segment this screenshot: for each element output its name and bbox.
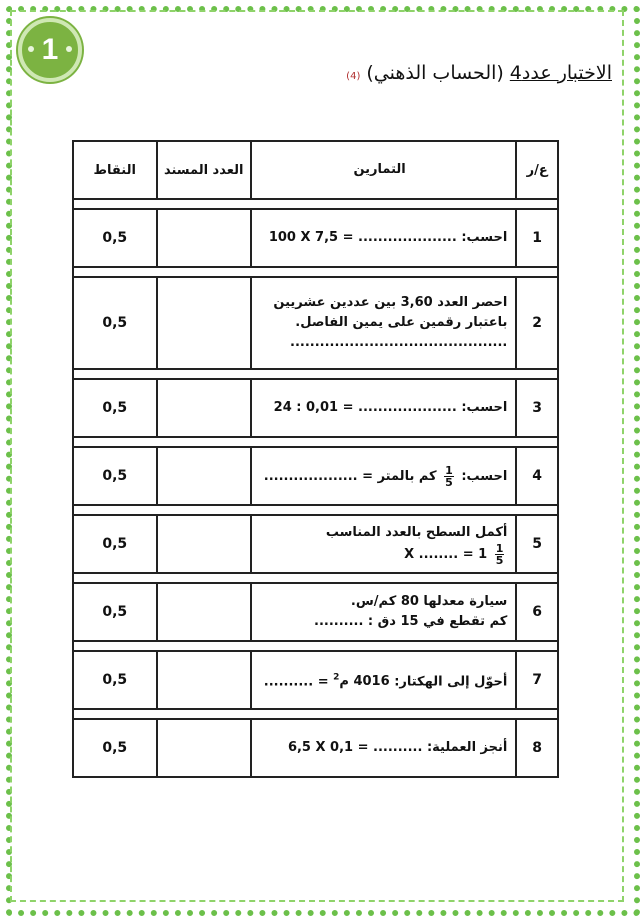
fraction	[495, 543, 505, 566]
points-cell: 0,5	[73, 515, 157, 573]
badge-number: 1	[41, 33, 59, 66]
answer-cell[interactable]	[157, 515, 251, 573]
exercise-line-1: احصر العدد 3,60 بين عددين عشريين	[273, 295, 508, 310]
table-row	[73, 379, 558, 437]
points-cell: 0,5	[73, 379, 157, 437]
answer-cell[interactable]	[157, 209, 251, 267]
row-num: 5	[516, 515, 558, 573]
exercise-text: كم بالمتر =	[362, 468, 437, 484]
exercise-expression: 100 X 7,5 = ....................	[268, 230, 457, 245]
table-row	[73, 719, 558, 777]
row-spacer	[73, 267, 558, 277]
points-cell: 0,5	[73, 447, 157, 505]
exercise-label: أحوّل إلى الهكتار:	[394, 674, 508, 690]
exercise-expression: X ........ = 1	[404, 546, 488, 562]
exercise-cell	[251, 447, 516, 505]
row-spacer	[73, 641, 558, 651]
row-num: 8	[516, 719, 558, 777]
answer-cell[interactable]	[157, 719, 251, 777]
row-num: 7	[516, 651, 558, 709]
fraction-numerator: 1	[495, 541, 504, 555]
exercise-cell	[251, 209, 516, 267]
header-points: النقاط	[73, 141, 157, 199]
table-row	[73, 209, 558, 267]
exercise-cell	[251, 719, 516, 777]
table-row	[73, 651, 558, 709]
exercise-label: احسب:	[461, 400, 508, 415]
exercise-label: احسب:	[461, 230, 508, 245]
exercise-answer-dots: = ..........	[263, 674, 329, 690]
exercise-answer-dots: ..........	[314, 614, 364, 629]
exercise-label: أنجز العملية:	[426, 740, 508, 755]
answer-cell[interactable]	[157, 447, 251, 505]
row-num: 4	[516, 447, 558, 505]
table-row	[73, 447, 558, 505]
answer-cell[interactable]	[157, 583, 251, 641]
fraction-numerator: 1	[445, 463, 453, 477]
badge-dot-left	[28, 46, 34, 52]
title-score: (4)	[346, 71, 361, 82]
header-exercises: التمارين	[251, 141, 516, 199]
row-num: 6	[516, 583, 558, 641]
table-row	[73, 583, 558, 641]
answer-cell[interactable]	[157, 277, 251, 369]
points-cell: 0,5	[73, 651, 157, 709]
badge-dot-right	[66, 46, 72, 52]
exercise-cell	[251, 515, 516, 573]
fraction-denominator: 5	[495, 553, 504, 567]
row-spacer	[73, 573, 558, 583]
row-spacer	[73, 369, 558, 379]
exercise-answer-dots: ............................................	[290, 335, 508, 350]
exercise-cell	[251, 277, 516, 369]
fraction	[444, 465, 454, 488]
fraction-denominator: 5	[445, 475, 453, 489]
title-sub: (الحساب الذهني)	[366, 62, 504, 84]
row-spacer	[73, 505, 558, 515]
page-number-badge	[18, 18, 82, 82]
row-spacer	[73, 199, 558, 209]
title-main: الاختبار عدد4	[509, 62, 612, 84]
row-num: 3	[516, 379, 558, 437]
exercise-line-2: كم تقطع في 15 دق : ..........	[314, 614, 508, 629]
exercise-cell	[251, 583, 516, 641]
header-answer: العدد المسند	[157, 141, 251, 199]
exercise-value: 4016 م$^2$	[333, 672, 390, 690]
exercise-line-2: باعتبار رقمين على يمين الفاصل.	[295, 315, 508, 330]
exercise-answer-dots: ...................	[263, 468, 358, 484]
exercise-table	[72, 140, 559, 778]
table-row	[73, 277, 558, 369]
exercise-expression: 24 : 0,01 = ....................	[273, 400, 457, 415]
page-title	[346, 62, 612, 84]
table-row	[73, 515, 558, 573]
row-spacer	[73, 709, 558, 719]
header-num: ع/ر	[516, 141, 558, 199]
exercise-label: احسب:	[461, 468, 508, 484]
exercise-cell	[251, 651, 516, 709]
exercise-line-1: سيارة معدلها 80 كم/س.	[350, 594, 508, 609]
exercise-expression: 6,5 X 0,1 = ..........	[287, 740, 423, 755]
exercise-cell	[251, 379, 516, 437]
table-header-row	[73, 141, 558, 199]
row-num: 2	[516, 277, 558, 369]
answer-cell[interactable]	[157, 379, 251, 437]
points-cell: 0,5	[73, 719, 157, 777]
exercise-line-2	[252, 543, 507, 566]
points-cell: 0,5	[73, 583, 157, 641]
exercise-line-1: أكمل السطح بالعدد المناسب	[325, 524, 508, 540]
row-num: 1	[516, 209, 558, 267]
points-cell: 0,5	[73, 209, 157, 267]
answer-cell[interactable]	[157, 651, 251, 709]
row-spacer	[73, 437, 558, 447]
points-cell: 0,5	[73, 277, 157, 369]
